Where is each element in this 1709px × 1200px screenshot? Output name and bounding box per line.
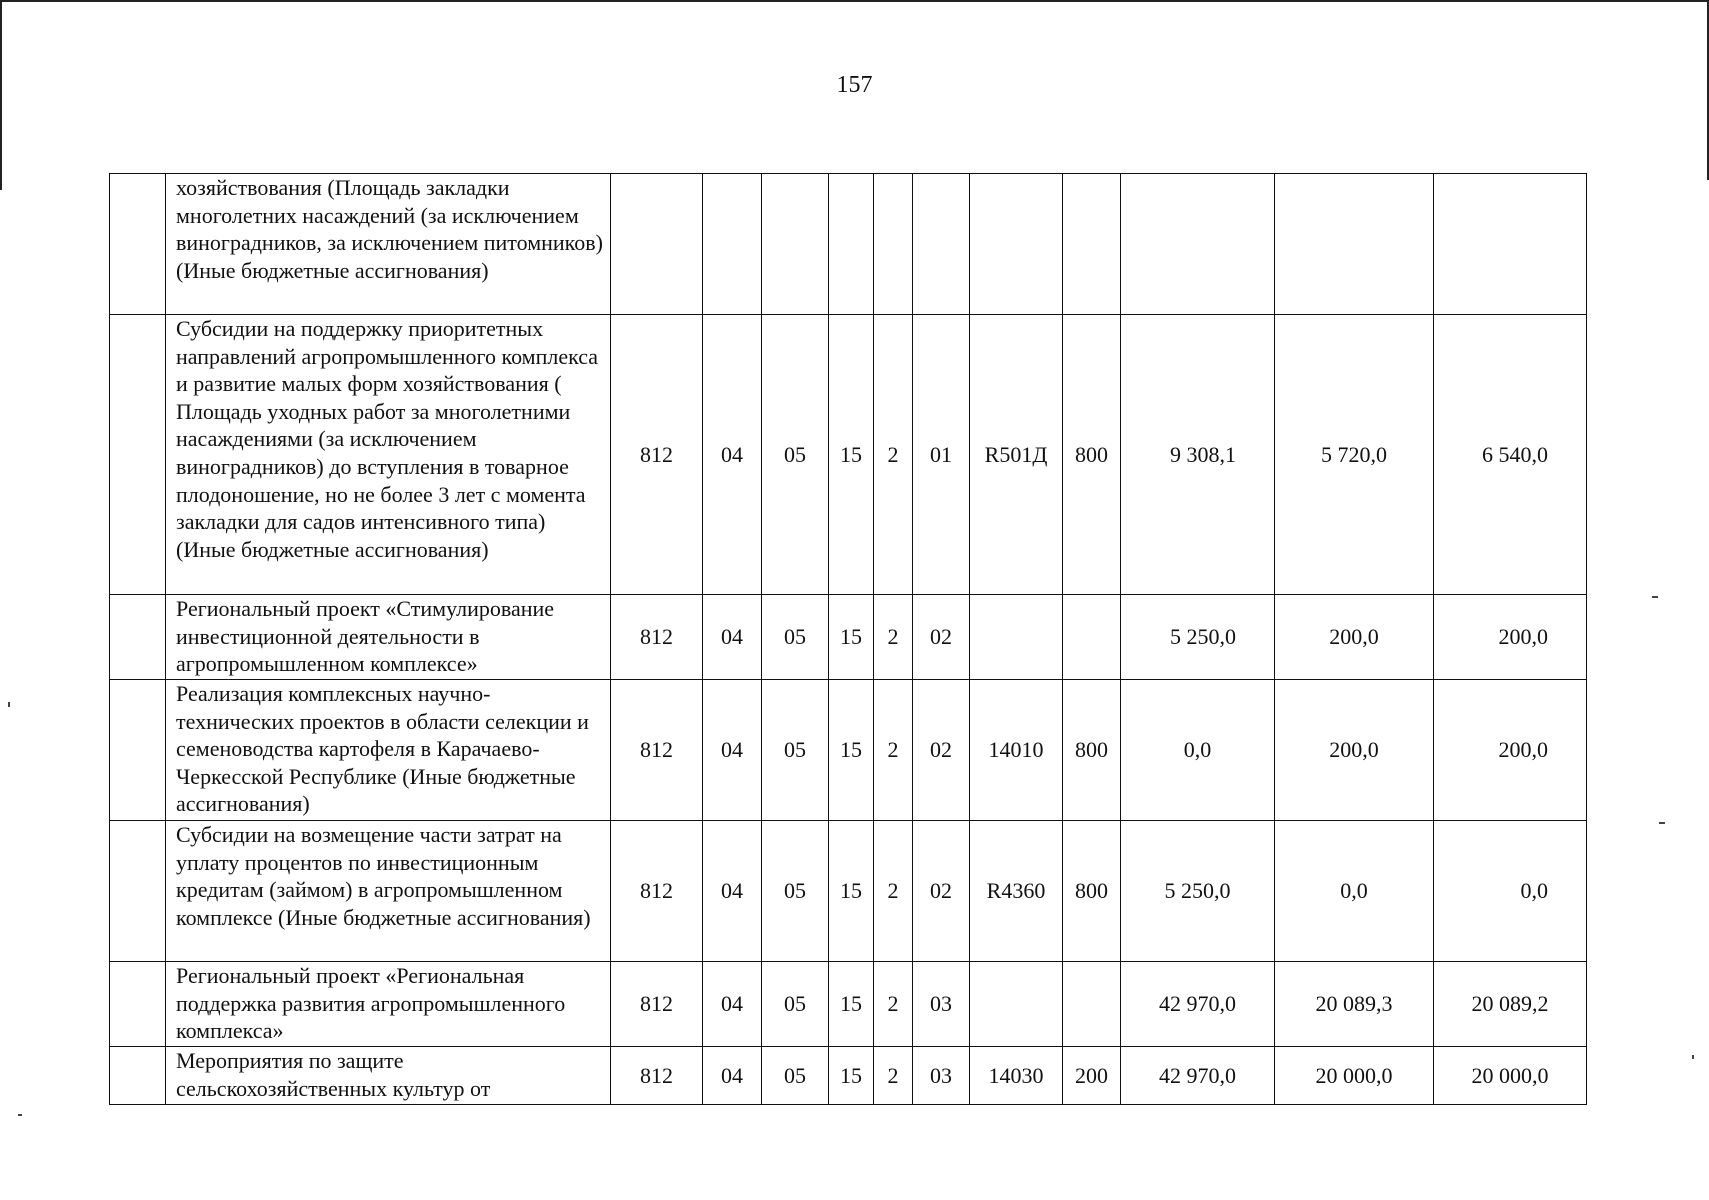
event-code-cell: 02	[913, 595, 970, 680]
subprogram-code-cell: 2	[874, 962, 913, 1047]
direction-code-cell: 14030	[970, 1047, 1063, 1105]
amount-year1-cell: 0,0	[1121, 680, 1275, 821]
event-code-cell: 03	[913, 962, 970, 1047]
row-index-cell	[110, 174, 166, 315]
ministry-code-cell: 812	[611, 962, 703, 1047]
program-code-cell: 15	[829, 595, 874, 680]
event-code-cell: 02	[913, 680, 970, 821]
budget-table	[109, 173, 1587, 1105]
amount-year2-cell: 200,0	[1275, 680, 1434, 821]
expense-type-cell: 800	[1063, 821, 1121, 962]
direction-code-cell	[970, 962, 1063, 1047]
scan-speck	[1659, 822, 1665, 824]
amount-year3-cell	[1434, 174, 1587, 315]
amount-year1-cell: 9 308,1	[1121, 315, 1275, 595]
amount-year1-cell: 5 250,0	[1121, 595, 1275, 680]
subprogram-code-cell: 2	[874, 680, 913, 821]
subsection-code-cell	[762, 174, 829, 315]
description-cell: Субсидии на поддержку приоритетных направлений агропромышленного комплекса и развитие малых форм хозяйствования ( Площадь уходных работ за многолетними насаждениями (за исключением виноградников) до вступления в товарное плодоношение, но не более 3 лет с момента закладки для садов интенсивного типа) (Иные бюджетные ассигнования)	[166, 315, 611, 595]
ministry-code-cell: 812	[611, 595, 703, 680]
direction-code-cell: R501Д	[970, 315, 1063, 595]
description-cell: Мероприятия по защите сельскохозяйственных культур от	[166, 1047, 611, 1105]
section-code-cell	[703, 174, 762, 315]
event-code-cell	[913, 174, 970, 315]
amount-year1-cell: 5 250,0	[1121, 821, 1275, 962]
row-index-cell	[110, 821, 166, 962]
row-index-cell	[110, 680, 166, 821]
table-row	[110, 174, 1587, 315]
subprogram-code-cell: 2	[874, 821, 913, 962]
amount-year2-cell: 20 000,0	[1275, 1047, 1434, 1105]
event-code-cell: 01	[913, 315, 970, 595]
amount-year1-cell	[1121, 174, 1275, 315]
scan-speck	[8, 702, 10, 707]
subsection-code-cell: 05	[762, 680, 829, 821]
description-cell: Региональный проект «Стимулирование инвестиционной деятельности в агропромышленном комплексе»	[166, 595, 611, 680]
subprogram-code-cell: 2	[874, 595, 913, 680]
expense-type-cell: 800	[1063, 680, 1121, 821]
program-code-cell: 15	[829, 315, 874, 595]
subprogram-code-cell: 2	[874, 1047, 913, 1105]
expense-type-cell: 800	[1063, 315, 1121, 595]
row-index-cell	[110, 962, 166, 1047]
amount-year2-cell: 20 089,3	[1275, 962, 1434, 1047]
ministry-code-cell	[611, 174, 703, 315]
amount-year3-cell: 20 089,2	[1434, 962, 1587, 1047]
amount-year2-cell: 5 720,0	[1275, 315, 1434, 595]
table-row	[110, 595, 1587, 680]
event-code-cell: 03	[913, 1047, 970, 1105]
direction-code-cell	[970, 595, 1063, 680]
description-cell: хозяйствования (Площадь закладки многолетних насаждений (за исключением виноградников, за исключением питомников) (Иные бюджетные ассигнования)	[166, 174, 611, 315]
table-row	[110, 1047, 1587, 1105]
amount-year3-cell: 200,0	[1434, 680, 1587, 821]
section-code-cell: 04	[703, 821, 762, 962]
amount-year3-cell: 6 540,0	[1434, 315, 1587, 595]
table-row	[110, 315, 1587, 595]
subsection-code-cell: 05	[762, 821, 829, 962]
program-code-cell	[829, 174, 874, 315]
subprogram-code-cell: 2	[874, 315, 913, 595]
description-cell: Реализация комплексных научно-технических проектов в области селекции и семеноводства картофеля в Карачаево-Черкесской Республике (Иные бюджетные ассигнования)	[166, 680, 611, 821]
expense-type-cell	[1063, 595, 1121, 680]
expense-type-cell	[1063, 962, 1121, 1047]
section-code-cell: 04	[703, 315, 762, 595]
row-index-cell	[110, 595, 166, 680]
direction-code-cell	[970, 174, 1063, 315]
section-code-cell: 04	[703, 595, 762, 680]
amount-year3-cell: 20 000,0	[1434, 1047, 1587, 1105]
direction-code-cell: 14010	[970, 680, 1063, 821]
row-index-cell	[110, 1047, 166, 1105]
subsection-code-cell: 05	[762, 962, 829, 1047]
scan-speck	[1692, 1055, 1694, 1059]
amount-year3-cell: 200,0	[1434, 595, 1587, 680]
amount-year2-cell: 0,0	[1275, 821, 1434, 962]
ministry-code-cell: 812	[611, 680, 703, 821]
description-cell: Региональный проект «Региональная поддержка развития агропромышленного комплекса»	[166, 962, 611, 1047]
amount-year3-cell: 0,0	[1434, 821, 1587, 962]
subsection-code-cell: 05	[762, 595, 829, 680]
expense-type-cell: 200	[1063, 1047, 1121, 1105]
scan-speck	[18, 1114, 22, 1116]
amount-year2-cell	[1275, 174, 1434, 315]
subsection-code-cell: 05	[762, 315, 829, 595]
event-code-cell: 02	[913, 821, 970, 962]
program-code-cell: 15	[829, 1047, 874, 1105]
section-code-cell: 04	[703, 962, 762, 1047]
table-row	[110, 962, 1587, 1047]
ministry-code-cell: 812	[611, 315, 703, 595]
expense-type-cell	[1063, 174, 1121, 315]
page-number: 157	[836, 72, 873, 98]
description-cell: Субсидии на возмещение части затрат на уплату процентов по инвестиционным кредитам (займом) в агропромышленном комплексе (Иные бюджетные ассигнования)	[166, 821, 611, 962]
subprogram-code-cell	[874, 174, 913, 315]
amount-year1-cell: 42 970,0	[1121, 1047, 1275, 1105]
row-index-cell	[110, 315, 166, 595]
program-code-cell: 15	[829, 821, 874, 962]
ministry-code-cell: 812	[611, 821, 703, 962]
amount-year2-cell: 200,0	[1275, 595, 1434, 680]
scan-edge-top	[0, 0, 1709, 2]
ministry-code-cell: 812	[611, 1047, 703, 1105]
direction-code-cell: R4360	[970, 821, 1063, 962]
table-row	[110, 821, 1587, 962]
section-code-cell: 04	[703, 680, 762, 821]
program-code-cell: 15	[829, 680, 874, 821]
amount-year1-cell: 42 970,0	[1121, 962, 1275, 1047]
table-row	[110, 680, 1587, 821]
section-code-cell: 04	[703, 1047, 762, 1105]
subsection-code-cell: 05	[762, 1047, 829, 1105]
program-code-cell: 15	[829, 962, 874, 1047]
scan-speck	[1652, 596, 1658, 598]
